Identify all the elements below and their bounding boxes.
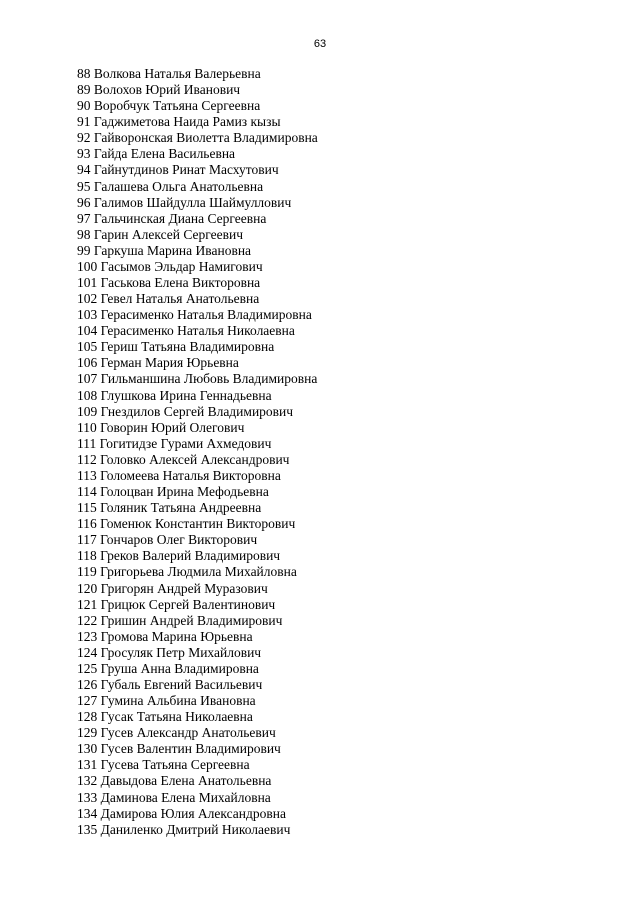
list-item bbox=[77, 773, 318, 789]
list-item bbox=[77, 339, 318, 355]
list-item bbox=[77, 757, 318, 773]
list-item bbox=[77, 130, 318, 146]
entry-number: 130 bbox=[77, 741, 98, 757]
entry-name: Груша Анна Владимировна bbox=[100, 660, 259, 676]
entry-name: Давыдова Елена Анатольевна bbox=[100, 773, 272, 789]
list-item bbox=[77, 581, 318, 597]
entry-name: Герман Мария Юрьевна bbox=[100, 355, 239, 371]
list-item bbox=[77, 195, 318, 211]
list-item bbox=[77, 548, 318, 564]
list-item bbox=[77, 613, 318, 629]
entry-name: Гоменюк Константин Викторович bbox=[100, 516, 296, 532]
list-item bbox=[77, 806, 318, 822]
entry-name: Гончаров Олег Викторович bbox=[100, 532, 258, 548]
list-item bbox=[77, 597, 318, 613]
list-item bbox=[77, 98, 318, 114]
list-item bbox=[77, 790, 318, 806]
entry-name: Гаськова Елена Викторовна bbox=[100, 275, 261, 291]
entry-name: Грицюк Сергей Валентинович bbox=[100, 596, 276, 612]
entry-number: 103 bbox=[77, 307, 98, 323]
list-item bbox=[77, 114, 318, 130]
entry-number: 95 bbox=[77, 178, 91, 194]
entry-number: 89 bbox=[77, 82, 91, 98]
entry-name: Голоцван Ирина Мефодьевна bbox=[100, 484, 269, 500]
list-item bbox=[77, 741, 318, 757]
entry-name: Волохов Юрий Иванович bbox=[93, 82, 241, 98]
entry-name: Даниленко Дмитрий Николаевич bbox=[100, 821, 291, 837]
list-item bbox=[77, 420, 318, 436]
list-item bbox=[77, 82, 318, 98]
entry-name: Гаджиметова Наида Рамиз кызы bbox=[93, 114, 281, 130]
entry-number: 113 bbox=[77, 467, 97, 483]
entry-number: 97 bbox=[77, 210, 91, 226]
list-item bbox=[77, 516, 318, 532]
entry-name: Гайворонская Виолетта Владимировна bbox=[93, 130, 318, 146]
list-item bbox=[77, 227, 318, 243]
entry-number: 122 bbox=[77, 612, 98, 628]
entry-name: Гнездилов Сергей Владимирович bbox=[100, 403, 294, 419]
entry-number: 115 bbox=[77, 500, 97, 516]
entry-name: Глушкова Ирина Геннадьевна bbox=[100, 387, 272, 403]
entry-name: Гасымов Эльдар Намигович bbox=[100, 258, 263, 274]
entry-number: 91 bbox=[77, 114, 91, 130]
entry-number: 110 bbox=[77, 419, 97, 435]
entry-name: Дамирова Юлия Александровна bbox=[100, 805, 286, 821]
list-item bbox=[77, 179, 318, 195]
entry-number: 131 bbox=[77, 757, 98, 773]
entry-name: Гросуляк Петр Михайлович bbox=[100, 644, 262, 660]
entry-number: 108 bbox=[77, 387, 98, 403]
entry-number: 88 bbox=[77, 66, 91, 81]
list-item bbox=[77, 629, 318, 645]
entry-name: Говорин Юрий Олегович bbox=[100, 419, 245, 435]
list-item bbox=[77, 661, 318, 677]
entry-number: 98 bbox=[77, 226, 91, 242]
list-item bbox=[77, 323, 318, 339]
entry-number: 102 bbox=[77, 291, 98, 307]
entry-number: 129 bbox=[77, 725, 98, 741]
entry-number: 134 bbox=[77, 805, 98, 821]
entry-name: Гусак Татьяна Николаевна bbox=[100, 709, 253, 725]
entry-number: 125 bbox=[77, 660, 98, 676]
entry-name: Губаль Евгений Васильевич bbox=[100, 676, 263, 692]
page-number: 63 bbox=[313, 38, 327, 50]
entry-number: 94 bbox=[77, 162, 91, 178]
entry-name: Гогитидзе Гурами Ахмедович bbox=[99, 435, 272, 451]
entry-number: 118 bbox=[77, 548, 97, 564]
entry-name: Головко Алексей Александрович bbox=[100, 451, 290, 467]
list-item bbox=[77, 275, 318, 291]
entry-number: 100 bbox=[77, 258, 98, 274]
entry-name: Гайнутдинов Ринат Масхутович bbox=[93, 162, 279, 178]
entry-name: Греков Валерий Владимирович bbox=[100, 548, 281, 564]
entry-number: 123 bbox=[77, 628, 98, 644]
list-item bbox=[77, 291, 318, 307]
list-item bbox=[77, 355, 318, 371]
list-item bbox=[77, 404, 318, 420]
entry-number: 105 bbox=[77, 339, 98, 355]
list-item bbox=[77, 693, 318, 709]
entry-name: Гарин Алексей Сергеевич bbox=[93, 226, 244, 242]
list-item bbox=[77, 243, 318, 259]
entry-number: 112 bbox=[77, 451, 97, 467]
entry-number: 92 bbox=[77, 130, 91, 146]
list-item bbox=[77, 436, 318, 452]
list-item bbox=[77, 709, 318, 725]
list-item bbox=[77, 162, 318, 178]
entry-number: 135 bbox=[77, 821, 98, 837]
entry-number: 132 bbox=[77, 773, 98, 789]
entry-name: Гевел Наталья Анатольевна bbox=[100, 291, 260, 307]
list-item bbox=[77, 677, 318, 693]
entry-name: Гришин Андрей Владимирович bbox=[100, 612, 283, 628]
entry-name: Воробчук Татьяна Сергеевна bbox=[93, 98, 261, 114]
list-item bbox=[77, 146, 318, 162]
entry-name: Гайда Елена Васильевна bbox=[93, 146, 236, 162]
entry-name: Гусев Александр Анатольевич bbox=[100, 725, 276, 741]
list-item bbox=[77, 211, 318, 227]
entry-name: Гериш Татьяна Владимировна bbox=[100, 339, 275, 355]
list-item bbox=[77, 645, 318, 661]
entry-number: 117 bbox=[77, 532, 97, 548]
entry-number: 124 bbox=[77, 644, 98, 660]
list-item bbox=[77, 532, 318, 548]
entry-number: 119 bbox=[77, 564, 97, 580]
entry-name: Григорьева Людмила Михайловна bbox=[100, 564, 297, 580]
entry-number: 133 bbox=[77, 789, 98, 805]
entry-name: Волкова Наталья Валерьевна bbox=[93, 66, 261, 81]
entry-name: Гальчинская Диана Сергеевна bbox=[93, 210, 267, 226]
entry-number: 93 bbox=[77, 146, 91, 162]
list-item bbox=[77, 388, 318, 404]
entry-name: Гусев Валентин Владимирович bbox=[100, 741, 281, 757]
entry-number: 126 bbox=[77, 676, 98, 692]
entry-number: 96 bbox=[77, 194, 91, 210]
list-item bbox=[77, 564, 318, 580]
list-item bbox=[77, 484, 318, 500]
entry-name: Герасименко Наталья Владимировна bbox=[100, 307, 312, 323]
entry-name: Голомеева Наталья Викторовна bbox=[100, 467, 281, 483]
list-item bbox=[77, 66, 318, 82]
entry-name: Герасименко Наталья Николаевна bbox=[100, 323, 295, 339]
entry-number: 127 bbox=[77, 693, 98, 709]
entry-name: Гаркуша Марина Ивановна bbox=[93, 242, 252, 258]
entry-number: 90 bbox=[77, 98, 91, 114]
entry-name: Громова Марина Юрьевна bbox=[100, 628, 253, 644]
entry-name: Даминова Елена Михайловна bbox=[100, 789, 271, 805]
entry-number: 107 bbox=[77, 371, 98, 387]
entry-name: Галашева Ольга Анатольевна bbox=[93, 178, 264, 194]
entry-name: Голяник Татьяна Андреевна bbox=[100, 500, 262, 516]
entry-name: Гильманшина Любовь Владимировна bbox=[100, 371, 318, 387]
entry-name: Гумина Альбина Ивановна bbox=[100, 693, 256, 709]
entry-number: 104 bbox=[77, 323, 98, 339]
entry-number: 111 bbox=[77, 435, 97, 451]
entry-number: 99 bbox=[77, 242, 91, 258]
entry-number: 106 bbox=[77, 355, 98, 371]
list-item bbox=[77, 468, 318, 484]
list-item bbox=[77, 822, 318, 838]
entry-number: 109 bbox=[77, 403, 98, 419]
list-item bbox=[77, 500, 318, 516]
list-item bbox=[77, 725, 318, 741]
entry-name: Гусева Татьяна Сергеевна bbox=[100, 757, 250, 773]
entry-name: Григорян Андрей Муразович bbox=[100, 580, 268, 596]
list-item bbox=[77, 259, 318, 275]
entry-number: 128 bbox=[77, 709, 98, 725]
entry-number: 121 bbox=[77, 596, 98, 612]
entry-name: Галимов Шайдулла Шаймуллович bbox=[93, 194, 292, 210]
entry-number: 101 bbox=[77, 275, 98, 291]
list-item bbox=[77, 371, 318, 387]
list-item bbox=[77, 307, 318, 323]
entry-number: 114 bbox=[77, 484, 97, 500]
entry-number: 116 bbox=[77, 516, 97, 532]
entry-number: 120 bbox=[77, 580, 98, 596]
list-item bbox=[77, 452, 318, 468]
name-list bbox=[77, 66, 318, 838]
